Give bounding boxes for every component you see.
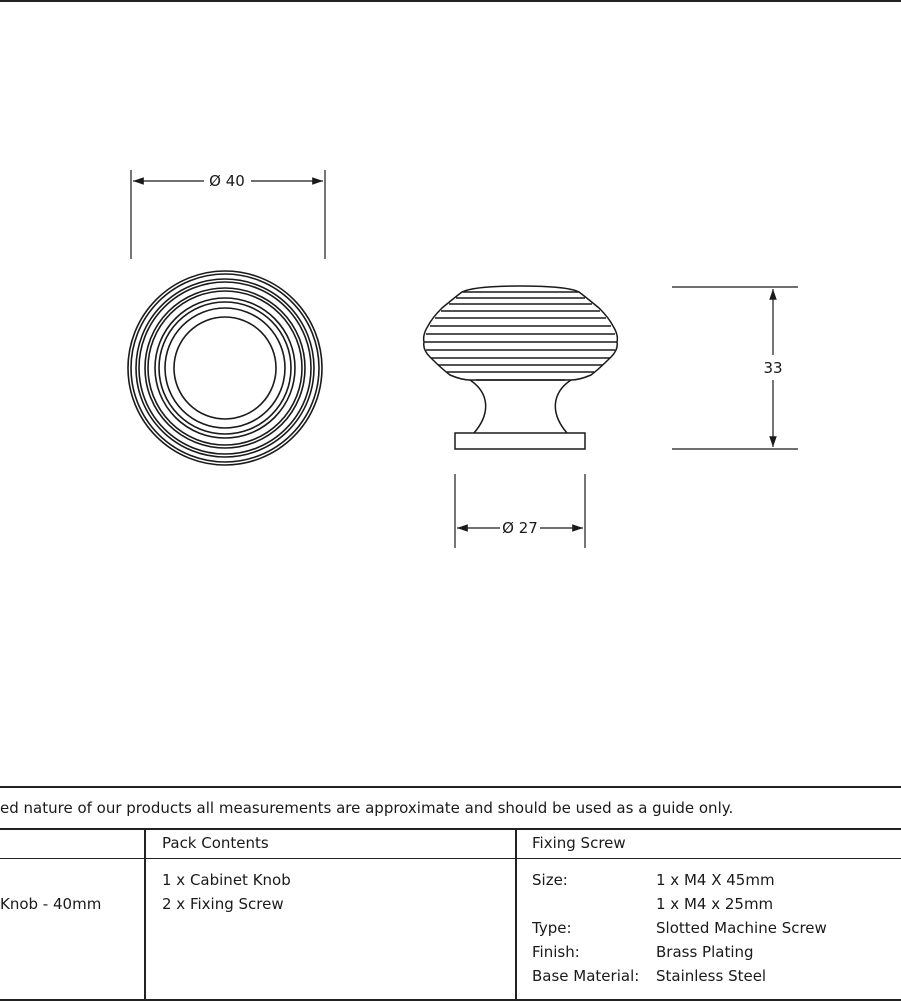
column-divider-1 xyxy=(144,829,146,1001)
spec-label-size: Size: xyxy=(532,871,568,889)
pack-contents-item: 2 x Fixing Screw xyxy=(162,895,284,913)
side-view-base-diameter-label: Ø 27 xyxy=(502,519,538,537)
spec-value-size: 1 x M4 X 45mm xyxy=(656,871,775,889)
table-divider xyxy=(0,828,901,830)
top-view xyxy=(128,271,322,465)
spec-value-base-material: Stainless Steel xyxy=(656,967,767,985)
column-divider-2 xyxy=(515,829,517,1001)
top-view-diameter-label: Ø 40 xyxy=(209,172,245,190)
spec-label-type: Type: xyxy=(532,919,572,937)
fixing-screw-header: Fixing Screw xyxy=(532,834,626,852)
spec-value-type: Slotted Machine Screw xyxy=(656,919,827,937)
spec-value-size-2: 1 x M4 x 25mm xyxy=(656,895,774,913)
side-view xyxy=(424,286,618,449)
pack-contents-header: Pack Contents xyxy=(162,834,269,852)
spec-label-finish: Finish: xyxy=(532,943,580,961)
header-divider xyxy=(0,858,901,859)
product-name: Knob - 40mm xyxy=(0,895,102,913)
side-view-height-label: 33 xyxy=(763,359,783,377)
info-table xyxy=(0,786,901,1001)
spec-value-finish: Brass Plating xyxy=(656,943,754,961)
disclaimer-text: ed nature of our products all measurements are approximate and should be used as a guide only. xyxy=(0,799,734,817)
table-top-border xyxy=(0,786,901,788)
pack-contents-item: 1 x Cabinet Knob xyxy=(162,871,291,889)
spec-label-base-material: Base Material: xyxy=(532,967,640,985)
